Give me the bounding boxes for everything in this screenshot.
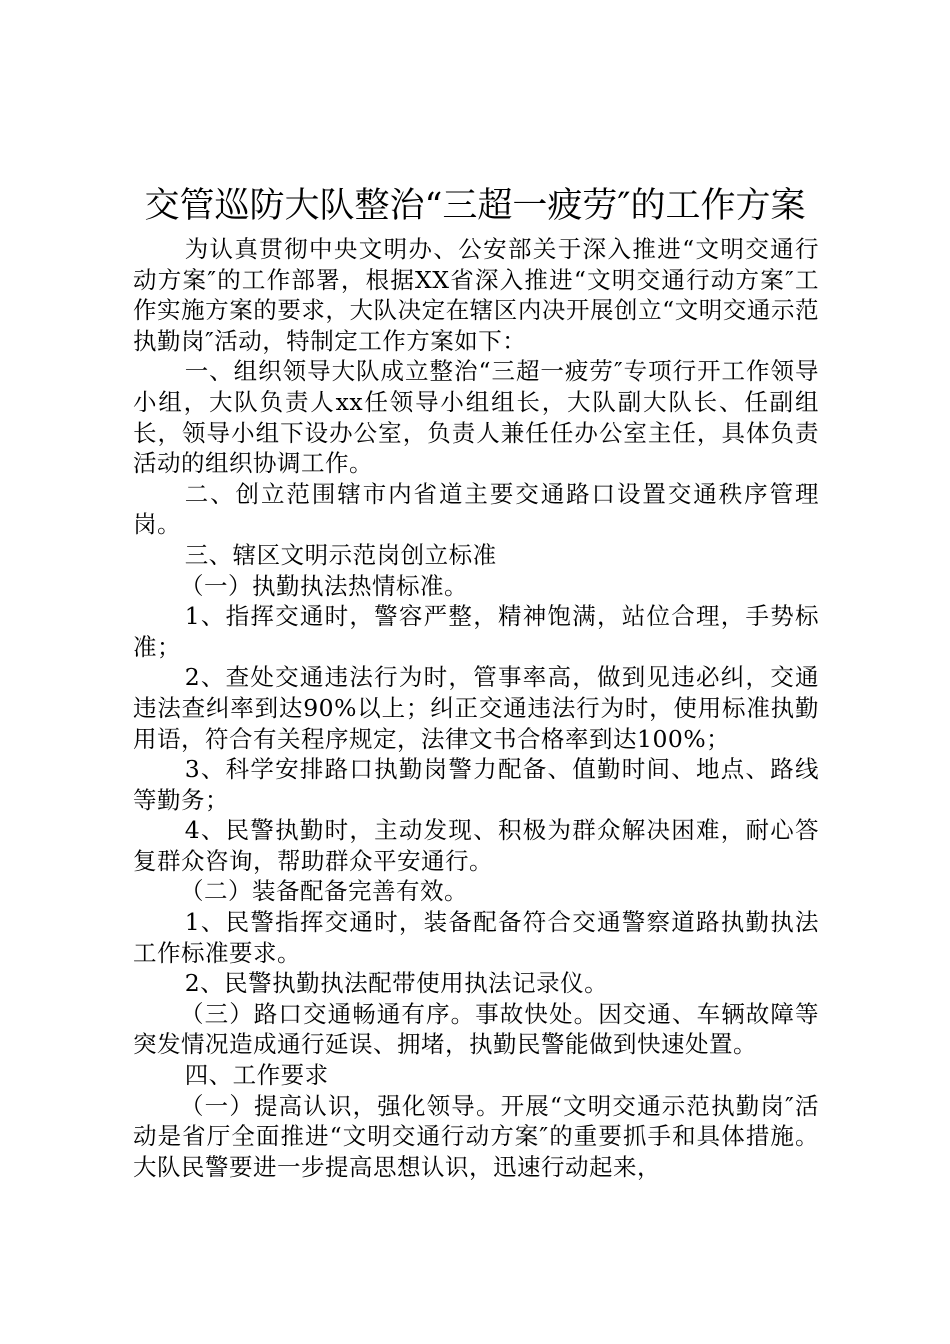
paragraph-item: 2、民警执勤执法配带使用执法记录仪。 <box>184 969 609 998</box>
paragraph-item: 1、指挥交通时，警容严整，精神饱满，站位合理，手势标准； <box>133 602 819 661</box>
paragraph-section-4: 四、工作要求 <box>184 1061 329 1090</box>
paragraph-item: 3、科学安排路口执勤岗警力配备、值勤时间、地点、路线等勤务； <box>133 755 819 814</box>
paragraph-section-1: 一、组织领导大队成立整治“三超一疲劳″专项行开工作领导小组，大队负责人xx任领导小组组长，大队副大队长、任副组长，领导小组下设办公室，负责人兼任任办公室主任，具体负责活动的组织协调工作。 <box>133 357 819 478</box>
paragraph-item: 1、民警指挥交通时，装备配备符合交通警察道路执勤执法工作标准要求。 <box>133 908 819 967</box>
paragraph-section-3: 三、辖区文明示范岗创立标准 <box>184 540 497 569</box>
document-title: 交管巡防大队整治“三超一疲劳″的工作方案 <box>144 186 806 226</box>
paragraph-requirement-1: （一）提高认识，强化领导。开展“文明交通示范执勤岗″活动是省厅全面推进“文明交通行动方案″的重要抓手和具体措施。大队民警要进一步提高思想认识，迅速行动起来， <box>133 1091 819 1181</box>
paragraph-subsection-2: （二）装备配备完善有效。 <box>180 877 468 906</box>
paragraph-section-2: 二、创立范围辖市内省道主要交通路口设置交通秩序管理岗。 <box>133 479 819 539</box>
paragraph-intro: 为认真贯彻中央文明办、公安部关于深入推进“文明交通行动方案″的工作部署，根据XX省深入推进“文明交通行动方案″工作实施方案的要求，大队决定在辖区内决开展创立“文明交通示范执勤岗″活动，特制定工作方案如下： <box>133 235 819 355</box>
paragraph-item: 4、民警执勤时，主动发现、积极为群众解决困难，耐心答复群众咨询，帮助群众平安通行。 <box>133 816 819 875</box>
document-body <box>133 234 819 1182</box>
paragraph-subsection-1: （一）执勤执法热情标准。 <box>180 571 468 600</box>
paragraph-subsection-3: （三）路口交通畅通有序。事故快处。因交通、车辆故障等突发情况造成通行延误、拥堵，执勤民警能做到快速处置。 <box>133 999 819 1059</box>
paragraph-item: 2、查处交通违法行为时，管事率高，做到见违必纠，交通违法查纠率到达90%以上；纠正交通违法行为时，使用标准执勤用语，符合有关程序规定，法律文书合格率到达100%； <box>133 663 819 753</box>
